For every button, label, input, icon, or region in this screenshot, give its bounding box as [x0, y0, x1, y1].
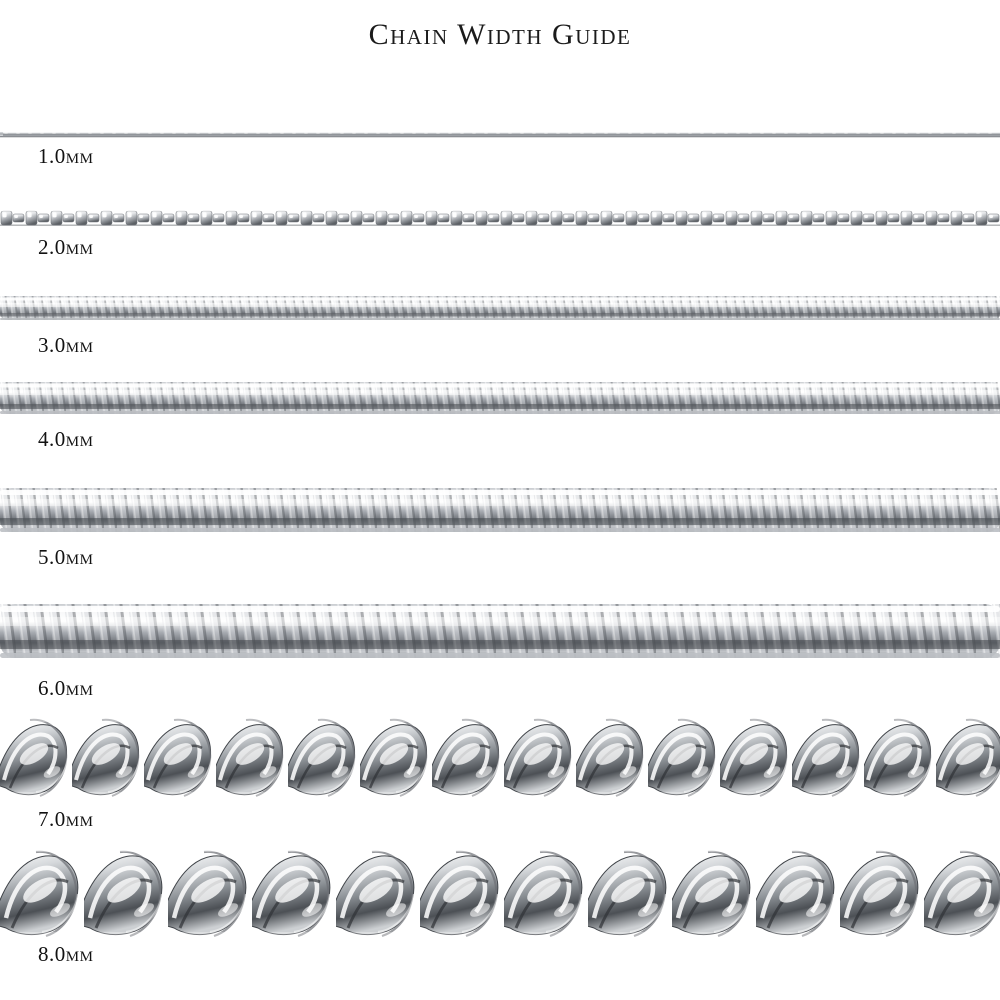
chain-label-4-0mm: 4.0mm — [38, 427, 94, 451]
chain-graphic-3-0mm — [0, 292, 1000, 324]
chain-label-2-0mm: 2.0mm — [38, 235, 94, 259]
chain-label-6-0mm: 6.0mm — [38, 676, 94, 700]
chain-graphic-2-0mm — [0, 204, 1000, 232]
chain-graphic-6-0mm — [0, 596, 1000, 668]
page-title: Chain Width Guide — [368, 18, 632, 51]
chain-graphic-1-0mm — [0, 126, 1000, 142]
chain-graphic-4-0mm — [0, 376, 1000, 420]
chain-label-8-0mm: 8.0mm — [38, 942, 94, 966]
chain-label-5-0mm: 5.0mm — [38, 545, 94, 569]
chain-graphic-7-0mm — [0, 714, 1000, 800]
chain-graphic-8-0mm — [0, 844, 1000, 940]
chain-graphic-5-0mm — [0, 482, 1000, 540]
chain-label-3-0mm: 3.0mm — [38, 333, 94, 357]
chain-label-7-0mm: 7.0mm — [38, 807, 94, 831]
chain-label-1-0mm: 1.0mm — [38, 144, 94, 168]
